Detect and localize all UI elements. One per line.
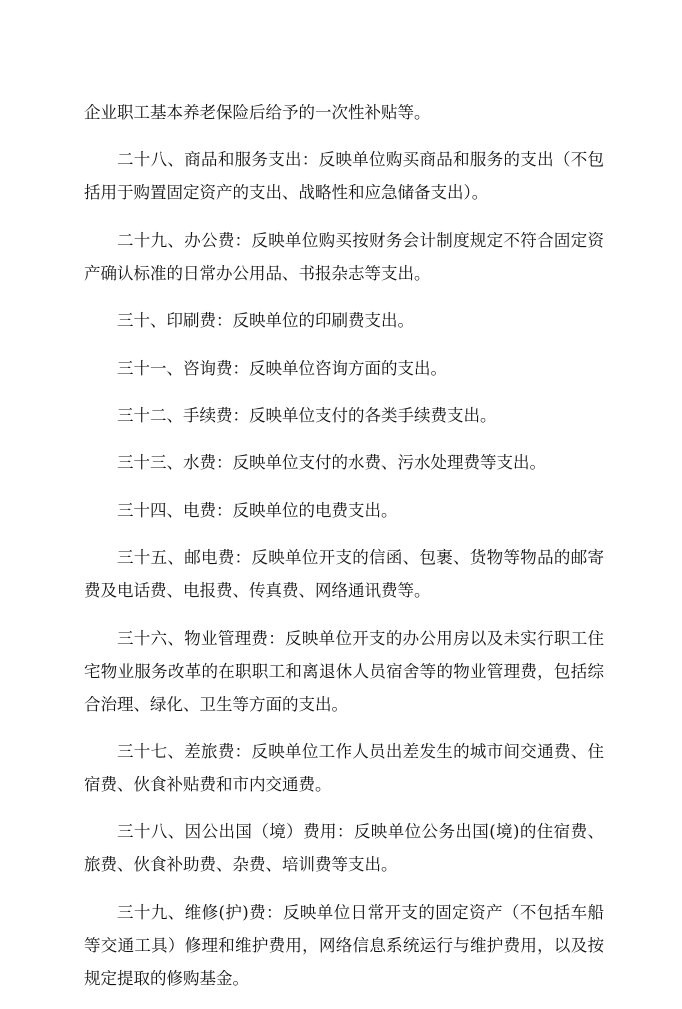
paragraph-item-36: 三十六、物业管理费：反映单位开支的办公用房以及未实行职工住宅物业服务改革的在职职工和离退休人员宿舍等的物业管理费，包括综合治理、绿化、卫生等方面的支出。 bbox=[84, 628, 604, 714]
paragraph-item-31: 三十一、咨询费：反映单位咨询方面的支出。 bbox=[117, 358, 447, 378]
paragraph-item-29: 二十九、办公费：反映单位购买按财务会计制度规定不符合固定资产确认标准的日常办公用品、书报杂志等支出。 bbox=[84, 230, 604, 283]
document-body bbox=[84, 96, 604, 1009]
paragraph-item-38: 三十八、因公出国（境）费用：反映单位公务出国(境)的住宿费、旅费、伙食补助费、杂费、培训费等支出。 bbox=[84, 822, 604, 875]
paragraph-item-28: 二十八、商品和服务支出：反映单位购买商品和服务的支出（不包括用于购置固定资产的支出、战略性和应急储备支出）。 bbox=[84, 150, 604, 203]
paragraph-item-32: 三十二、手续费：反映单位支付的各类手续费支出。 bbox=[117, 405, 497, 425]
paragraph-item-33: 三十三、水费：反映单位支付的水费、污水处理费等支出。 bbox=[117, 453, 546, 473]
paragraph-item-39: 三十九、维修(护)费：反映单位日常开支的固定资产（不包括车船等交通工具）修理和维护费用，网络信息系统运行与维护费用，以及按规定提取的修购基金。 bbox=[84, 902, 604, 988]
paragraph-item-37: 三十七、差旅费：反映单位工作人员出差发生的城市间交通费、住宿费、伙食补贴费和市内交通费。 bbox=[84, 741, 604, 794]
paragraph-item-35: 三十五、邮电费：反映单位开支的信函、包裹、货物等物品的邮寄费及电话费、电报费、传真费、网络通讯费等。 bbox=[84, 548, 604, 601]
paragraph-item-30: 三十、印刷费：反映单位的印刷费支出。 bbox=[117, 311, 414, 331]
paragraph-item-34: 三十四、电费：反映单位的电费支出。 bbox=[117, 500, 398, 520]
paragraph-continuation: 企业职工基本养老保险后给予的一次性补贴等。 bbox=[84, 103, 431, 122]
